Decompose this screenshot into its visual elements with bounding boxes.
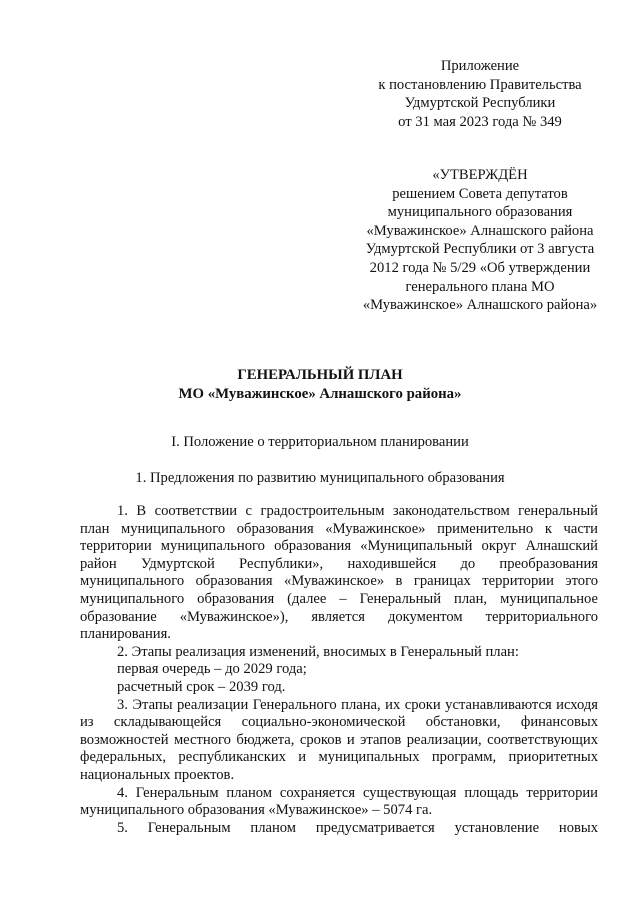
approval-line: решением Совета депутатов — [392, 185, 568, 202]
paragraph-2: 2. Этапы реализация изменений, вносимых в Генеральный план: — [117, 643, 519, 660]
approval-line: 2012 года № 5/29 «Об утверждении — [369, 259, 591, 276]
paragraph-2-item-2: расчетный срок – 2039 год. — [117, 678, 286, 695]
approval-line: генерального плана МО — [405, 278, 555, 295]
subsection-heading: 1. Предложения по развитию муниципального образования — [135, 470, 505, 486]
appendix-line: к постановлению Правительства — [378, 76, 582, 93]
approval-line: «УТВЕРЖДЁН — [432, 167, 528, 183]
paragraph-3: 3. Этапы реализации Генерального плана, их сроки устанавливаются исходя из складывающейся социально-экономической обстановки, финансовых возможностей местного бюджета, сроков и этапов реализации, соответствующих федеральных, республиканских и муниципальных программ, приоритетных национальных проектов. — [80, 696, 598, 783]
paragraph-2-item-1: первая очередь – до 2029 года; — [117, 661, 307, 678]
appendix-block — [340, 57, 620, 131]
approval-block — [340, 166, 620, 315]
section-heading: I. Положение о территориальном планировании — [171, 434, 469, 450]
approval-line: «Муважинское» Алнашского района — [366, 222, 594, 239]
title-line-1: ГЕНЕРАЛЬНЫЙ ПЛАН — [237, 367, 403, 383]
appendix-line: Удмуртской Республики — [404, 95, 556, 112]
paragraph-4: 4. Генеральным планом сохраняется существующая площадь территории муниципального образования «Муважинское» – 5074 га. — [80, 784, 598, 819]
approval-line: муниципального образования — [387, 204, 573, 221]
approval-line: «Муважинское» Алнашского района» — [362, 297, 598, 314]
approval-line: Удмуртской Республики от 3 августа — [365, 241, 595, 258]
paragraph-1: 1. В соответствии с градостроительным законодательством генеральный план муниципального образования «Муважинское» применительно к части территории муниципального образования «Муниципальный округ Алнашский район Удмуртской Республики», находившейся до преобразования муниципального образования «Муважинское» в границах территории этого муниципального образования (далее – Генеральный план, муниципальное образование «Муважинское»), является документом территориального планирования. — [80, 503, 598, 643]
paragraph-5: 5. Генеральным планом предусматривается установление новых — [117, 819, 598, 836]
document-body — [80, 503, 598, 837]
document-title — [0, 366, 640, 404]
title-line-2: МО «Муважинское» Алнашского района» — [178, 386, 462, 402]
appendix-line: Приложение — [440, 58, 520, 74]
appendix-line: от 31 мая 2023 года № 349 — [398, 113, 562, 130]
